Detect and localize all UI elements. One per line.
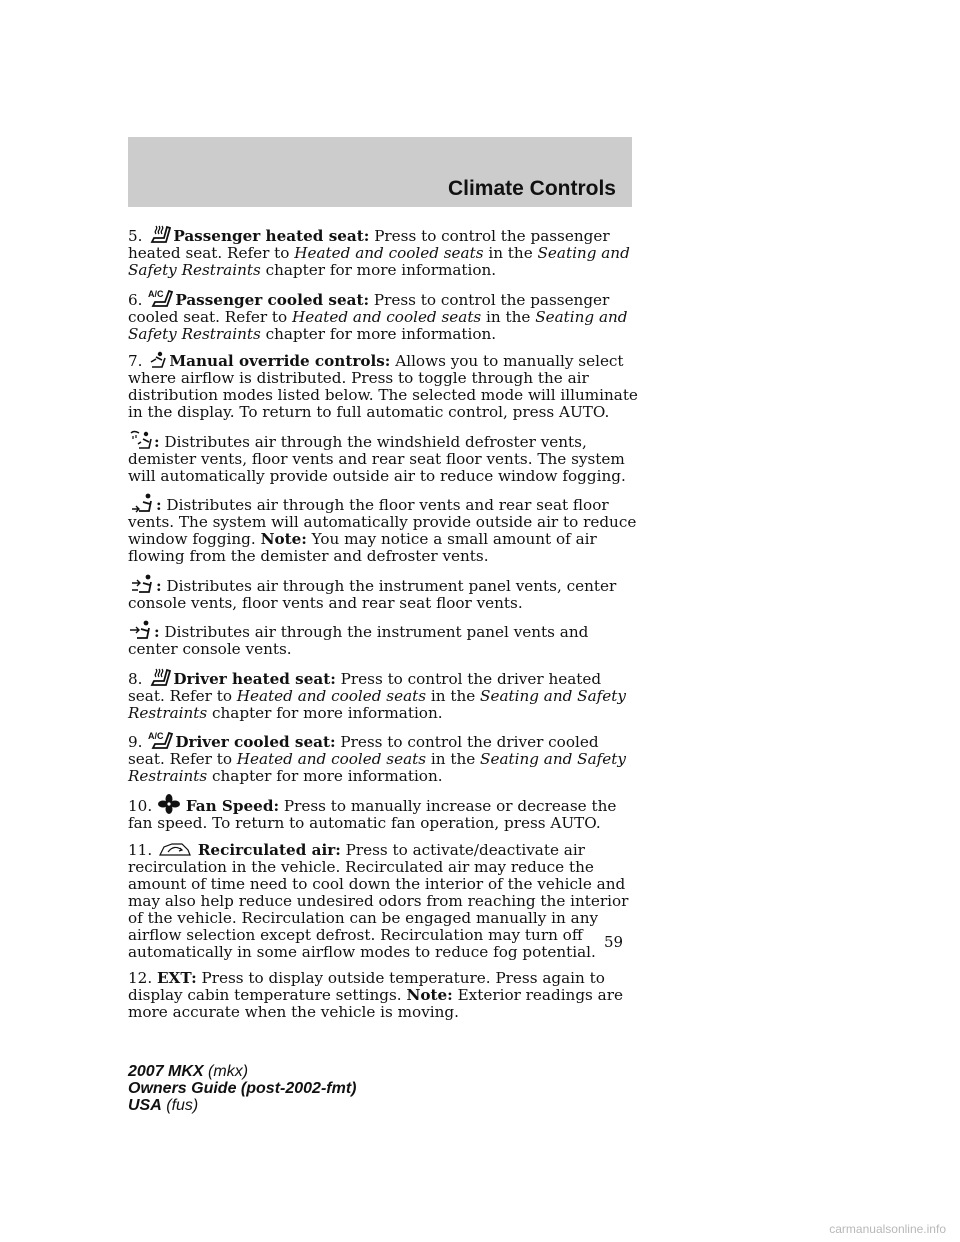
reference-title: Heated and cooled seats xyxy=(236,686,427,705)
passenger-heated-seat-icon xyxy=(148,224,172,244)
note-text: Exterior readings are more accurate when the vehicle is moving. xyxy=(128,985,623,1021)
footer-line-1 xyxy=(128,1063,356,1080)
item-fan-speed xyxy=(128,794,638,832)
item-text: in the xyxy=(483,244,538,262)
item-text: Allows you to manually select where airflow is distributed. Press to toggle through the air distribution modes listed below. The selected mode will illuminate in the display. To return to full automatic control, press AUTO. xyxy=(128,352,638,421)
item-number: 10. xyxy=(128,796,153,815)
mode-text: Distributes air through the windshield defroster vents, demister vents, floor vents and rear seat floor vents. The system will automatically provide outside air to reduce window fogging. xyxy=(128,432,626,485)
item-text: chapter for more information. xyxy=(207,767,443,785)
item-number: 7. xyxy=(128,352,143,370)
item-text: chapter for more information. xyxy=(260,261,497,279)
item-number: 12. xyxy=(128,968,153,987)
fan-icon xyxy=(158,794,180,814)
item-text: Press to control the driver cooled seat. Refer to xyxy=(128,733,599,768)
item-text: Press to activate/deactivate air recirculation in the vehicle. Recirculated air may reduce the amount of time need to cool down the interior of the vehicle and may also help reduce undesired odors from reaching the interior of the vehicle. Recirculation can be engaged manually in any airflow selection except defrost. Recirculation may turn off automatically in some airflow modes to reduce fog potential. xyxy=(128,841,629,961)
item-number: 9. xyxy=(128,733,143,751)
item-driver-cooled-seat xyxy=(128,730,638,785)
item-number: 6. xyxy=(128,290,143,309)
mode-separator: : xyxy=(156,496,162,514)
footer-line-2: Owners Guide (post-2002-fmt) xyxy=(128,1080,357,1097)
reference-title: Heated and cooled seats xyxy=(294,244,484,262)
recirculated-air-icon xyxy=(158,840,192,858)
item-number: 5. xyxy=(128,227,143,245)
mode-defrost-floor xyxy=(128,430,638,485)
footer-market: USA xyxy=(128,1097,162,1114)
mode-panel-floor xyxy=(128,574,638,612)
item-text: Press to manually increase or decrease the fan speed. To return to automatic fan operation, press AUTO. xyxy=(128,796,617,832)
chapter-reference: Seating and Safety Restraints xyxy=(128,244,630,279)
chapter-reference: Seating and Safety Restraints xyxy=(128,750,626,785)
item-number: 8. xyxy=(128,669,143,688)
chapter-title: Climate Controls xyxy=(447,177,616,200)
chapter-reference: Seating and Safety Restraints xyxy=(128,686,626,722)
item-passenger-heated-seat xyxy=(128,224,638,279)
item-label: Driver cooled seat: xyxy=(175,733,336,751)
passenger-cooled-seat-icon xyxy=(148,288,174,308)
item-label: EXT: xyxy=(156,968,197,987)
note-text: You may notice a small amount of air flowing from the demister and defroster vents. xyxy=(128,530,597,565)
footer-model-code: (mkx) xyxy=(208,1063,249,1080)
chapter-header-band xyxy=(128,137,632,207)
mode-separator: : xyxy=(154,623,160,641)
note-label: Note: xyxy=(406,985,453,1004)
chapter-reference: Seating and Safety Restraints xyxy=(128,307,628,343)
manual-override-icon xyxy=(148,351,168,369)
item-driver-heated-seat xyxy=(128,667,638,722)
reference-title: Heated and cooled seats xyxy=(236,750,427,768)
item-ext xyxy=(128,970,638,1021)
mode-text: Distributes air through the floor vents and rear seat floor vents. The system will automatically provide outside air to reduce window fogging. xyxy=(128,496,637,548)
item-manual-override xyxy=(128,351,638,421)
item-label: Fan Speed: xyxy=(185,796,280,815)
svg-text:A/C: A/C xyxy=(148,288,164,299)
item-text: in the xyxy=(426,686,481,705)
page-number: 59 xyxy=(604,933,624,951)
mode-text: Distributes air through the instrument panel vents and center console vents. xyxy=(128,623,589,658)
document-footer xyxy=(128,1063,356,1114)
floor-mode-icon xyxy=(129,493,155,513)
item-label: Passenger heated seat: xyxy=(173,227,370,245)
content-body xyxy=(128,224,638,1029)
item-label: Manual override controls: xyxy=(169,352,391,370)
mode-separator: : xyxy=(154,432,160,451)
item-text: in the xyxy=(481,307,536,326)
item-text: Press to control the driver heated seat. Refer to xyxy=(128,669,602,705)
panel-mode-icon xyxy=(129,620,153,640)
item-label: Recirculated air: xyxy=(197,841,341,859)
reference-title: Heated and cooled seats xyxy=(291,307,482,326)
item-text: chapter for more information. xyxy=(260,324,497,343)
item-text: Press to display outside temperature. Press again to display cabin temperature settings. xyxy=(128,968,605,1004)
item-recirculated-air xyxy=(128,840,638,961)
item-text: Press to control the passenger heated seat. Refer to xyxy=(128,227,610,262)
item-text: in the xyxy=(426,750,481,768)
item-passenger-cooled-seat xyxy=(128,288,638,343)
defrost-floor-mode-icon xyxy=(129,430,153,450)
svg-text:A/C: A/C xyxy=(148,731,164,741)
watermark: carmanualsonline.info xyxy=(829,1222,946,1236)
item-text: chapter for more information. xyxy=(207,703,443,722)
panel-floor-mode-icon xyxy=(129,574,155,594)
driver-cooled-seat-icon xyxy=(148,730,174,750)
item-text: Press to control the passenger cooled seat. Refer to xyxy=(128,290,610,326)
footer-line-3 xyxy=(128,1097,356,1114)
mode-separator: : xyxy=(156,576,162,595)
mode-panel xyxy=(128,620,638,658)
footer-model: 2007 MKX xyxy=(128,1063,204,1080)
item-label: Driver heated seat: xyxy=(173,669,336,688)
note-label: Note: xyxy=(260,530,307,548)
footer-market-code: (fus) xyxy=(166,1097,199,1114)
item-number: 11. xyxy=(128,841,153,859)
mode-floor xyxy=(128,493,638,565)
item-label: Passenger cooled seat: xyxy=(175,290,370,309)
mode-text: Distributes air through the instrument panel vents, center console vents, floor vents and rear seat floor vents. xyxy=(128,576,617,612)
driver-heated-seat-icon xyxy=(148,667,172,687)
